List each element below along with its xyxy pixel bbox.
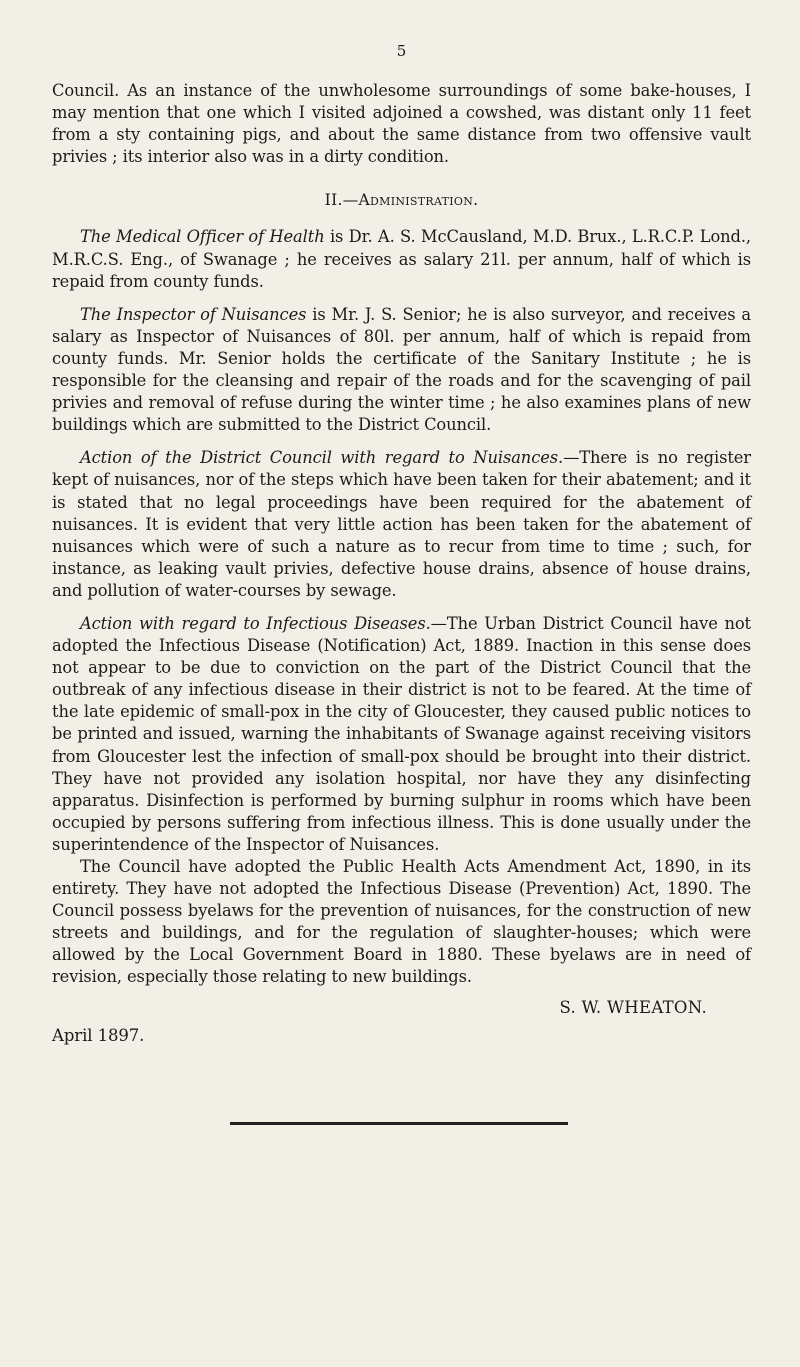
paragraph-text: —There is no register kept of nuisances, nor of the steps which have been taken for their abatement; and it is stated that no legal proceedings have been required for the abatement of nuisances. It is evident that very little action has been taken for the abatement of nuisances which were of such a nature as to recur from time to time ; such, for instance, as leaking vault privies, defective house drains, absence of house drains, and pollution of water-courses by sewage. <box>52 448 751 600</box>
section-numeral: II.— <box>324 191 359 210</box>
medical-officer-paragraph <box>52 226 751 292</box>
paragraph-text: is Mr. J. S. Senior; he is also surveyor, and receives a salary as Inspector of Nuisances of 80l. per annum, half of which is repaid from county funds. Mr. Senior holds the certificate of the Sanitary Institute ; he is responsible for the cleansing and repair of the roads and for the scavenging of pail privies and removal of refuse during the winter time ; he also examines plans of new buildings which are submitted to the District Council. <box>52 304 751 435</box>
page-number: 5 <box>396 42 407 60</box>
nuisances-paragraph <box>52 447 751 602</box>
paragraph-text: is Dr. A. S. McCausland, M.D. Brux., L.R.C.P. Lond., M.R.C.S. Eng., of Swanage ; he receives as salary 21l. per annum, half of which is repaid from county funds. <box>52 227 751 291</box>
paragraph-lead: The Inspector of Nuisances <box>80 304 307 324</box>
closing-paragraph: The Council have adopted the Public Health Acts Amendment Act, 1890, in its entirety. They have not adopted the Infectious Disease (Prevention) Act, 1890. The Council possess byelaws for the prevention of nuisances, for the construction of new streets and buildings, and for the regulation of slaughter-houses; which were allowed by the Local Government Board in 1880. These byelaws are in need of revision, especially those relating to new buildings. <box>52 857 751 987</box>
signature: S. W. WHEATON. <box>559 997 707 1017</box>
date-line: April 1897. <box>52 1025 145 1045</box>
section-title: Administration. <box>358 191 479 210</box>
section-heading <box>52 189 751 211</box>
paragraph-text: —The Urban District Council have not adopted the Infectious Disease (Notification) Act, 1889. Inaction in this sense does not appear to be due to conviction on the part of the District Council that the outbreak of any infectious disease in their district is not to be feared. At the time of the late epidemic of small-pox in the city of Gloucester, they caused public notices to be printed and issued, warning the inhabitants of Swanage against receiving visitors from Gloucester lest the infection of small-pox should be brought into their district. They have not provided any isolation hospital, nor have they any disinfecting apparatus. Disinfection is performed by burning sulphur in rooms which have been occupied by persons suffering from infectious illness. This is done usually under the superintendence of the Inspector of Nuisances. <box>52 613 751 854</box>
paragraph-lead: Action of the District Council with regard to Nuisances. <box>80 448 564 468</box>
infectious-diseases-paragraph <box>52 613 751 856</box>
intro-paragraph: Council. As an instance of the unwholesome surroundings of some bake-houses, I may mention that one which I visited adjoined a cowshed, was distant only 11 feet from a sty containing pigs, and about the same distance from two offensive vault privies ; its interior also was in a dirty condition. <box>52 81 751 167</box>
inspector-paragraph <box>52 304 751 437</box>
paragraph-lead: The Medical Officer of Health <box>80 227 325 247</box>
document-page <box>52 42 751 1047</box>
paragraph-lead: Action with regard to Infectious Diseases. <box>80 613 431 633</box>
closing-rule <box>230 1122 568 1125</box>
